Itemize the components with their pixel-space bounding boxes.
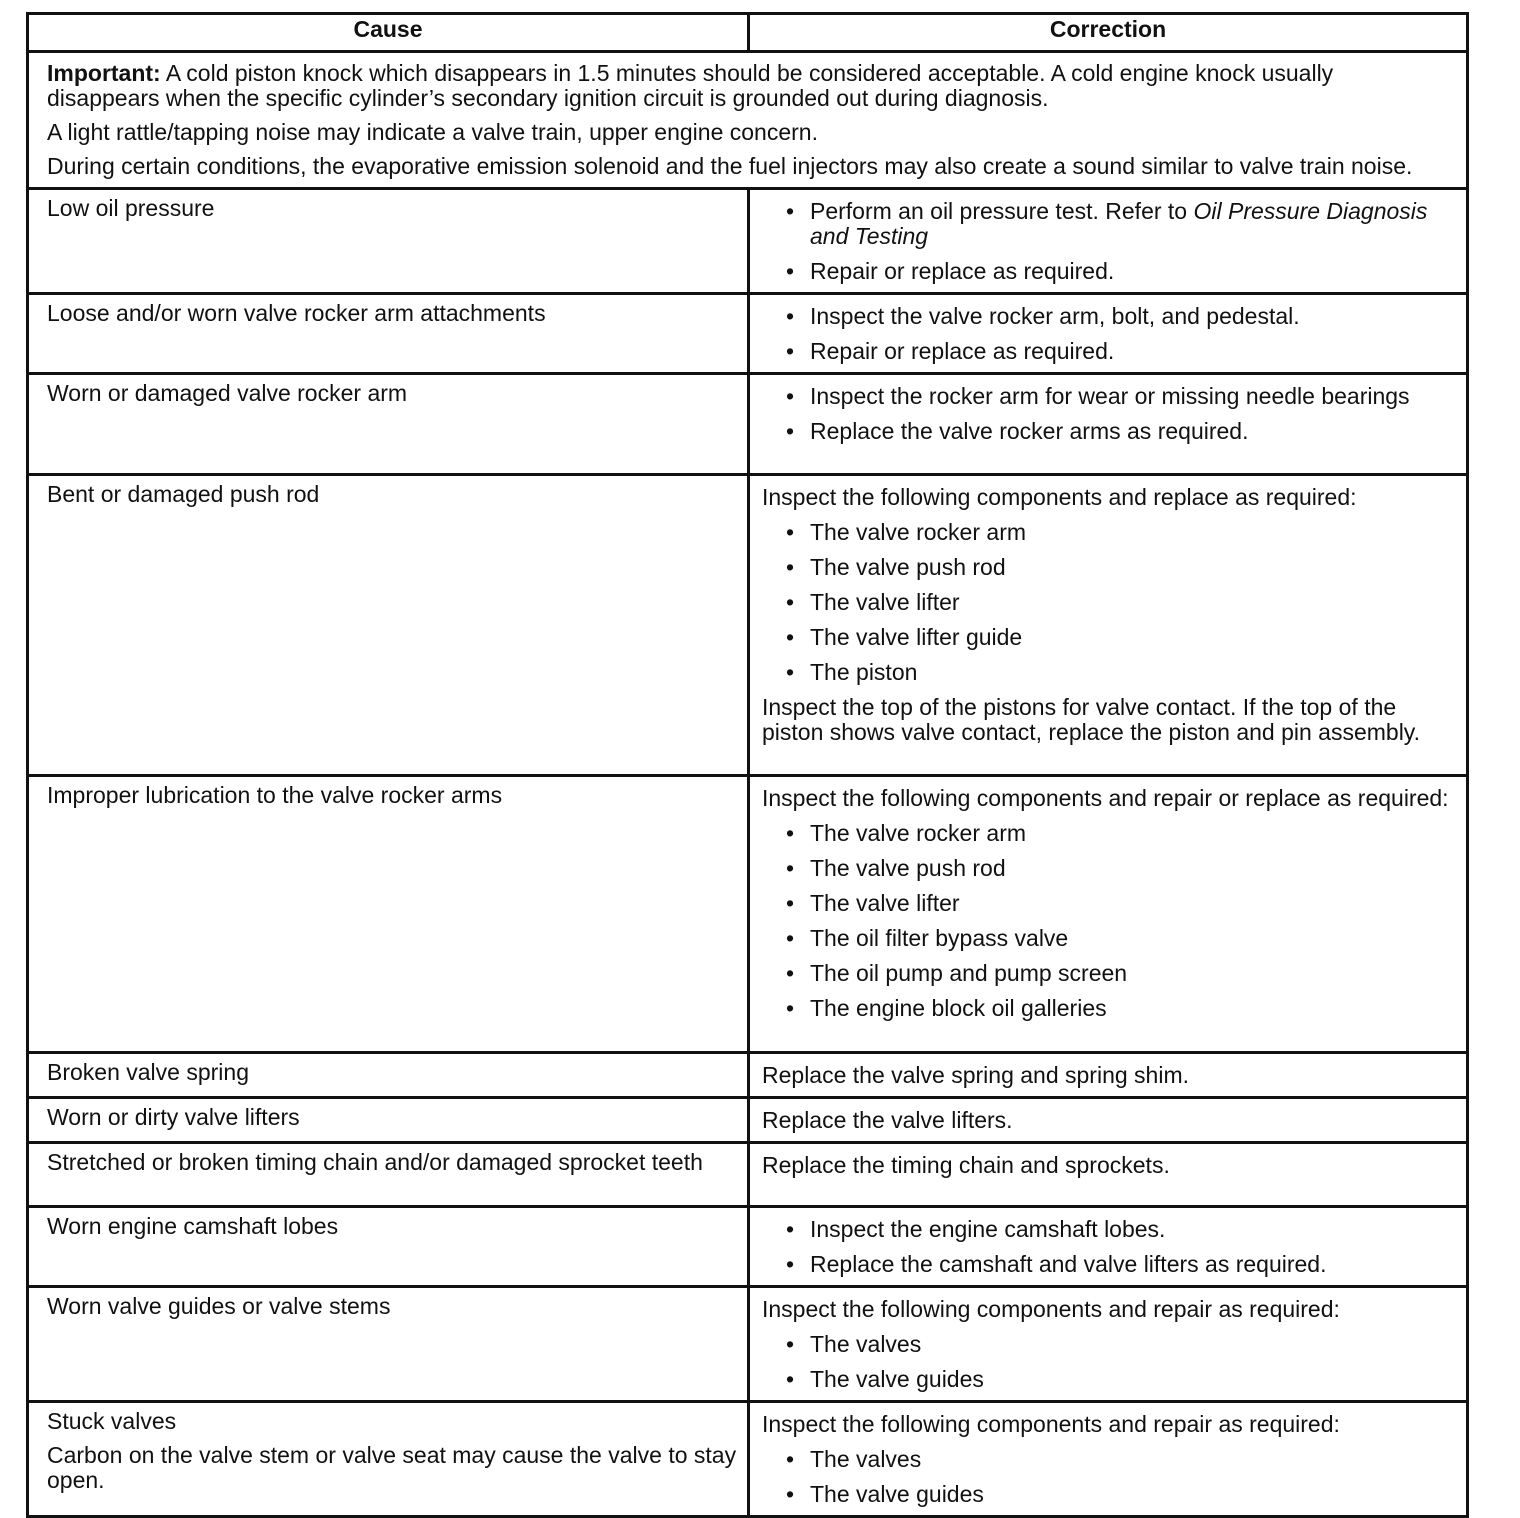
correction-cell [749, 1402, 1468, 1517]
correction-intro: Inspect the following components and repair as required: [762, 1411, 1340, 1437]
table-row [28, 1053, 1468, 1098]
cause-cell [28, 1143, 749, 1207]
list-item-text: The oil filter bypass valve [810, 925, 1069, 951]
table-row [28, 374, 1468, 475]
list-item-text: Inspect the engine camshaft lobes. [810, 1216, 1166, 1242]
correction-list [762, 384, 1456, 444]
cause-cell [28, 374, 749, 475]
cause-text: Worn engine camshaft lobes [47, 1213, 339, 1239]
list-item [762, 996, 1456, 1021]
correction-cell [749, 1287, 1468, 1402]
evap-note: During certain conditions, the evaporative emission solenoid and the fuel injectors may also create a sound similar to valve train noise. [47, 153, 1413, 179]
correction-cell [749, 294, 1468, 374]
correction-intro: Replace the timing chain and sprockets. [762, 1152, 1170, 1178]
table-row [28, 776, 1468, 1053]
cause-cell [28, 776, 749, 1053]
list-item-text: The engine block oil galleries [810, 995, 1107, 1021]
correction-list [762, 1447, 1456, 1507]
list-item [762, 961, 1456, 986]
cause-text: Low oil pressure [47, 195, 215, 221]
list-item [762, 821, 1456, 846]
list-item-text: The valve guides [810, 1481, 984, 1507]
list-item-text: Perform an oil pressure test. Refer to [810, 198, 1194, 224]
list-item [762, 419, 1456, 444]
list-item [762, 304, 1456, 329]
diagnosis-document [26, 12, 1466, 1518]
cause-text: Bent or damaged push rod [47, 481, 320, 507]
table-row [28, 1287, 1468, 1402]
correction-list [762, 520, 1456, 685]
correction-list [762, 1332, 1456, 1392]
correction-cell [749, 475, 1468, 776]
list-item-text: Inspect the valve rocker arm, bolt, and pedestal. [810, 303, 1300, 329]
list-item-text: The valve lifter [810, 890, 960, 916]
correction-cell [749, 374, 1468, 475]
list-item [762, 1447, 1456, 1472]
list-item-text: Repair or replace as required. [810, 258, 1115, 284]
cause-text: Improper lubrication to the valve rocker arms [47, 782, 503, 808]
important-note [47, 61, 1446, 111]
correction-list [762, 199, 1456, 284]
diagnosis-table [26, 12, 1469, 1518]
table-body [28, 52, 1468, 1517]
table-row [28, 189, 1468, 294]
table-row [28, 294, 1468, 374]
rattle-note: A light rattle/tapping noise may indicate a valve train, upper engine concern. [47, 119, 818, 145]
cause-text: Loose and/or worn valve rocker arm attachments [47, 300, 546, 326]
cause-text: Stuck valves [47, 1408, 177, 1434]
correction-intro: Replace the valve spring and spring shim. [762, 1062, 1190, 1088]
cause-text: Stretched or broken timing chain and/or damaged sprocket teeth [47, 1149, 703, 1175]
correction-cell [749, 1053, 1468, 1098]
list-item [762, 1332, 1456, 1357]
important-note-text: A cold piston knock which disappears in 1.5 minutes should be considered acceptable. A cold engine knock usually disappears when the specific cylinder’s secondary ignition circuit is grounded out during diagnosis. [47, 60, 1334, 111]
list-item [762, 1367, 1456, 1392]
list-item-text: The valves [810, 1331, 922, 1357]
list-item-text: The valve rocker arm [810, 820, 1027, 846]
reference-link-text: Oil Pressure Diagnosis and Testing [810, 198, 1428, 249]
list-item-text: Inspect the rocker arm for wear or missing needle bearings [810, 383, 1410, 409]
cause-text: Worn or damaged valve rocker arm [47, 380, 408, 406]
cause-cell [28, 1402, 749, 1517]
list-item [762, 926, 1456, 951]
list-item [762, 384, 1456, 409]
list-item-text: The valve rocker arm [810, 519, 1027, 545]
cause-text: Worn valve guides or valve stems [47, 1293, 391, 1319]
list-item [762, 660, 1456, 685]
cause-cell [28, 1207, 749, 1287]
list-item-text: Replace the valve rocker arms as required. [810, 418, 1249, 444]
correction-list [762, 821, 1456, 1021]
cause-text: Worn or dirty valve lifters [47, 1104, 300, 1130]
correction-followup: Inspect the top of the pistons for valve contact. If the top of the piston shows valve contact, replace the piston and pin assembly. [762, 694, 1420, 745]
correction-list [762, 304, 1456, 364]
list-item-text: The valve lifter guide [810, 624, 1023, 650]
important-note-cell [28, 52, 1468, 189]
cause-cell [28, 1287, 749, 1402]
list-item [762, 1482, 1456, 1507]
cause-cell [28, 475, 749, 776]
important-note-row [28, 52, 1468, 189]
list-item [762, 555, 1456, 580]
list-item-text: The valve push rod [810, 554, 1006, 580]
list-item-text: The valve push rod [810, 855, 1006, 881]
list-item-text: Replace the camshaft and valve lifters as required. [810, 1251, 1327, 1277]
cause-cell [28, 189, 749, 294]
correction-cell [749, 776, 1468, 1053]
cause-cell [28, 1098, 749, 1143]
correction-cell [749, 1143, 1468, 1207]
cause-cell [28, 294, 749, 374]
list-item [762, 339, 1456, 364]
correction-list [762, 1217, 1456, 1277]
list-item [762, 520, 1456, 545]
correction-cell [749, 1098, 1468, 1143]
table-row [28, 1098, 1468, 1143]
important-label: Important: [47, 60, 161, 86]
list-item [762, 1252, 1456, 1277]
correction-intro: Inspect the following components and repair or replace as required: [762, 785, 1449, 811]
correction-column-header: Correction [749, 14, 1468, 52]
list-item-text: Repair or replace as required. [810, 338, 1115, 364]
table-header-row [28, 14, 1468, 52]
table-row [28, 1207, 1468, 1287]
list-item-text: The piston [810, 659, 918, 685]
list-item-text: The oil pump and pump screen [810, 960, 1128, 986]
cause-cell [28, 1053, 749, 1098]
table-row [28, 1402, 1468, 1517]
list-item-text: The valve guides [810, 1366, 984, 1392]
list-item-text: The valve lifter [810, 589, 960, 615]
correction-cell [749, 1207, 1468, 1287]
table-row [28, 1143, 1468, 1207]
cause-column-header: Cause [28, 14, 749, 52]
list-item [762, 590, 1456, 615]
list-item [762, 199, 1456, 249]
correction-cell [749, 189, 1468, 294]
correction-intro: Replace the valve lifters. [762, 1107, 1013, 1133]
list-item [762, 1217, 1456, 1242]
cause-text: Broken valve spring [47, 1059, 249, 1085]
list-item [762, 856, 1456, 881]
cause-detail-text: Carbon on the valve stem or valve seat may cause the valve to stay open. [47, 1442, 737, 1493]
list-item-text: The valves [810, 1446, 922, 1472]
correction-intro: Inspect the following components and replace as required: [762, 484, 1357, 510]
list-item [762, 259, 1456, 284]
list-item [762, 625, 1456, 650]
list-item [762, 891, 1456, 916]
correction-intro: Inspect the following components and repair as required: [762, 1296, 1340, 1322]
table-row [28, 475, 1468, 776]
